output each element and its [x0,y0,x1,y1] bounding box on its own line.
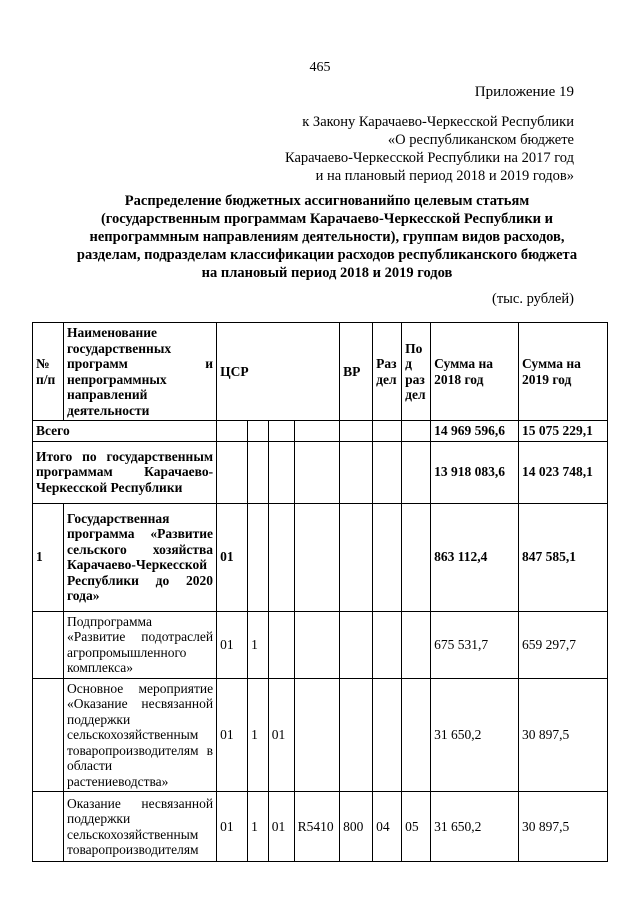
row-podrazdel [402,611,431,678]
table-row [33,611,608,678]
row-csr-program [217,441,248,503]
row-csr-program: 01 [217,503,248,611]
title-line: Распределение бюджетных ассигнованийпо целевым статьям [124,193,530,209]
law-reference [154,113,574,185]
row-podrazdel [402,678,431,792]
row-csr-subprogram: 1 [248,678,269,792]
row-podrazdel: 05 [402,792,431,862]
row-razdel: 04 [373,792,402,862]
row-sum-2019: 14 023 748,1 [518,441,607,503]
row-razdel [373,503,402,611]
law-reference-line: и на плановый период 2018 и 2019 годов» [315,168,574,184]
row-sum-2018: 14 969 596,6 [431,421,519,442]
row-name: Основное мероприятие «Оказание несвязанной поддержки сельскохозяйственным товаропроизводителям в области растениеводства» [64,678,217,792]
table-row [33,503,608,611]
row-csr-direction [294,678,340,792]
row-csr-subprogram [248,441,269,503]
row-name: Оказание несвязанной поддержки сельскохозяйственным товаропроизводителям [64,792,217,862]
header-name: Наименование государственных программ и непрограммных направлений деятельности [64,323,217,421]
row-razdel [373,611,402,678]
row-sum-2019: 659 297,7 [518,611,607,678]
row-sum-2019: 30 897,5 [518,792,607,862]
title-line: (государственным программам Карачаево-Черкесской Республики и [100,211,554,227]
row-csr-subprogram: 1 [248,611,269,678]
row-sum-2018: 31 650,2 [431,678,519,792]
header-num: № п/п [33,323,64,421]
law-reference-line: «О республиканском бюджете [387,132,574,148]
table-row [33,441,608,503]
row-csr-event [268,503,294,611]
row-sum-2018: 13 918 083,6 [431,441,519,503]
header-sum-2018: Сумма на 2018 год [431,323,519,421]
row-sum-2018: 675 531,7 [431,611,519,678]
page-number: 465 [309,60,331,75]
row-vr: 800 [340,792,373,862]
row-csr-direction [294,611,340,678]
row-csr-program [217,421,248,442]
row-vr [340,441,373,503]
document-title [40,192,614,282]
row-csr-subprogram: 1 [248,792,269,862]
header-vr: ВР [340,323,373,421]
budget-table [32,322,608,862]
law-reference-line: Карачаево-Черкесской Республики на 2017 год [284,150,574,166]
header-sum-2019: Сумма на 2019 год [518,323,607,421]
row-podrazdel [402,421,431,442]
table-row [33,792,608,862]
row-razdel [373,441,402,503]
row-vr [340,503,373,611]
row-name: Государственная программа «Развитие сельского хозяйства Карачаево-Черкесской Республики до 2020 года» [64,503,217,611]
row-csr-subprogram [248,503,269,611]
row-sum-2019: 847 585,1 [518,503,607,611]
row-sum-2019: 15 075 229,1 [518,421,607,442]
law-reference-line: к Закону Карачаево-Черкесской Республики [302,114,574,130]
title-line: непрограммным направлениям деятельности), группам видов расходов, [89,229,565,245]
row-csr-direction [294,441,340,503]
row-name: Подпрограмма «Развитие подотраслей агропромышленного комплекса» [64,611,217,678]
row-csr-event [268,611,294,678]
table-row [33,678,608,792]
row-podrazdel [402,441,431,503]
row-csr-program: 01 [217,611,248,678]
units-label: (тыс. рублей) [492,291,574,307]
row-csr-direction [294,421,340,442]
row-num: 1 [33,503,64,611]
row-csr-event [268,421,294,442]
row-csr-direction [294,503,340,611]
row-razdel [373,421,402,442]
row-sum-2019: 30 897,5 [518,678,607,792]
header-podrazdel: Под раз дел [402,323,431,421]
appendix-label: Приложение 19 [474,84,574,100]
row-sum-2018: 863 112,4 [431,503,519,611]
header-csr: ЦСР [217,323,340,421]
row-csr-event: 01 [268,792,294,862]
row-podrazdel [402,503,431,611]
row-name: Всего [33,421,217,442]
row-csr-subprogram [248,421,269,442]
row-csr-program: 01 [217,678,248,792]
row-csr-event [268,441,294,503]
row-num [33,678,64,792]
row-razdel [373,678,402,792]
row-csr-program: 01 [217,792,248,862]
row-num [33,611,64,678]
title-line: разделам, подразделам классификации расходов республиканского бюджета [76,247,578,263]
row-csr-event: 01 [268,678,294,792]
row-vr [340,678,373,792]
row-vr [340,611,373,678]
table-row [33,421,608,442]
row-vr [340,421,373,442]
row-num [33,792,64,862]
title-line: на плановый период 2018 и 2019 годов [201,265,453,281]
row-sum-2018: 31 650,2 [431,792,519,862]
table-header-row [33,323,608,421]
row-csr-direction: R5410 [294,792,340,862]
row-name: Итого по государственным программам Карачаево-Черкесской Республики [33,441,217,503]
header-razdel: Раз дел [373,323,402,421]
